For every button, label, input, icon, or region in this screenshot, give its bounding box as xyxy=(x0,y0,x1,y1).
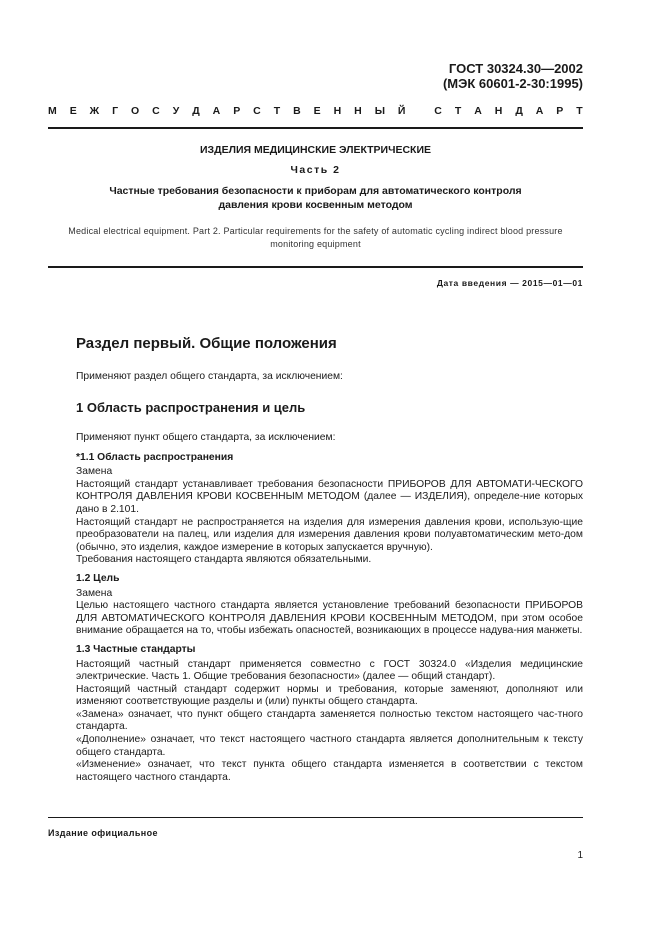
clause-body xyxy=(76,432,583,784)
subclause-heading: *1.1 Область распространения xyxy=(76,451,234,463)
banner-letter: А xyxy=(535,105,544,117)
banner-letter: Н xyxy=(354,105,362,117)
title-rule xyxy=(48,266,583,268)
banner-letter: Д xyxy=(515,105,523,117)
introduction-date: Дата введения — 2015—01—01 xyxy=(436,278,583,288)
paragraph: Настоящий стандарт устанавливает требования безопасности ПРИБОРОВ ДЛЯ АВТОМАТИ-ЧЕСКОГО КОНТРОЛЯ ДАВЛЕНИЯ КРОВИ КОСВЕННЫМ МЕТОДОМ (далее — ИЗДЕЛИЯ), определе-ние которых дано в 2.101. xyxy=(76,478,583,515)
banner-letter: С xyxy=(434,105,442,117)
replacement-label: Замена xyxy=(76,587,113,599)
banner-letter: Й xyxy=(397,105,406,117)
banner-letter: Р xyxy=(556,105,564,117)
footer-rule xyxy=(48,817,583,818)
iec-number: (МЭК 60601-2-30:1995) xyxy=(442,76,583,91)
banner-letter: М xyxy=(48,105,57,117)
banner-letter: Ж xyxy=(89,105,100,117)
section-heading: Раздел первый. Общие положения xyxy=(76,335,337,352)
paragraph: «Замена» означает, что пункт общего стандарта заменяется полностью текстом настоящего час-тного стандарта. xyxy=(76,708,583,733)
banner-letter: Е xyxy=(69,105,77,117)
banner-letter: С xyxy=(152,105,160,117)
paragraph: Настоящий частный стандарт содержит нормы и требования, которые заменяют, дополняют или изменяют соответствующие разделы и (или) пункты общего стандарта. xyxy=(76,683,583,708)
banner-letter: Н xyxy=(494,105,503,117)
header-rule xyxy=(48,127,583,129)
paragraph: Настоящий стандарт не распространяется на изделия для измерения давления крови, использую-щие преобразователи на палец, или изделия для измерения давления крови полуавтоматическим мето-дом (обычно, это изделия, каждое измерение в которых запускается вручную). xyxy=(76,516,583,553)
clause-intro: Применяют пункт общего стандарта, за исключением: xyxy=(76,432,336,443)
banner-letter: Н xyxy=(333,105,342,117)
banner-letter: Д xyxy=(192,105,200,117)
english-title: Medical electrical equipment. Part 2. Particular requirements for the safety of automatic cycling indirect blood pressure monitoring equipment xyxy=(68,226,563,249)
section-intro-text: Применяют раздел общего стандарта, за исключением: xyxy=(76,371,343,382)
banner-letter: О xyxy=(131,105,140,117)
page-number: 1 xyxy=(577,850,583,861)
paragraph: Требования настоящего стандарта являются обязательными. xyxy=(76,554,372,566)
replacement-label: Замена xyxy=(76,466,113,478)
clause-heading: 1 Область распространения и цель xyxy=(76,400,306,415)
subclause-heading: 1.2 Цель xyxy=(76,572,120,584)
document-title: ИЗДЕЛИЯ МЕДИЦИНСКИЕ ЭЛЕКТРИЧЕСКИЕ xyxy=(199,144,432,156)
standard-type-banner xyxy=(48,105,583,117)
banner-letter: Г xyxy=(112,105,119,117)
gost-number: ГОСТ 30324.30—2002 xyxy=(448,61,583,76)
edition-note: Издание официальное xyxy=(48,828,158,838)
banner-letter: А xyxy=(212,105,221,117)
paragraph: Целью настоящего частного стандарта является установление требований безопасности ПРИБОРОВ ДЛЯ АВТОМАТИЧЕСКОГО КОНТРОЛЯ ДАВЛЕНИЯ КРОВИ КОСВЕННЫМ МЕТОДОМ, при этом особое внимание обращается на то, чтобы избежать опасностей, возникающих в процессе надува-ния манжеты. xyxy=(76,600,583,637)
banner-letter: Т xyxy=(576,105,583,117)
banner-letter xyxy=(418,105,421,117)
banner-letter: А xyxy=(474,105,482,117)
banner-letter: В xyxy=(293,105,301,117)
banner-letter: Т xyxy=(273,105,281,117)
document-part: Часть 2 xyxy=(290,164,341,176)
document-subtitle: Частные требования безопасности к приборам для автоматического контроля давления крови косвенным методом xyxy=(109,185,522,211)
banner-letter: У xyxy=(172,105,180,117)
section-intro xyxy=(76,371,583,384)
banner-letter: Т xyxy=(454,105,462,117)
paragraph: «Дополнение» означает, что текст настоящего частного стандарта является дополнительным к тексту общего стандарта. xyxy=(76,734,583,758)
banner-letter: Р xyxy=(233,105,241,117)
banner-letter: Е xyxy=(313,105,321,117)
banner-letter: С xyxy=(253,105,261,117)
subclause-heading: 1.3 Частные стандарты xyxy=(76,643,196,655)
paragraph: «Изменение» означает, что текст пункта общего стандарта изменяется в соответствии с текстом настоящего частного стандарта. xyxy=(76,759,583,783)
banner-letter: Ы xyxy=(374,105,385,117)
document-designation xyxy=(443,61,583,91)
paragraph: Настоящий частный стандарт применяется совместно с ГОСТ 30324.0 «Изделия медицинские электрические. Часть 1. Общие требования безопасности» (далее — общий стандарт). xyxy=(76,658,583,683)
